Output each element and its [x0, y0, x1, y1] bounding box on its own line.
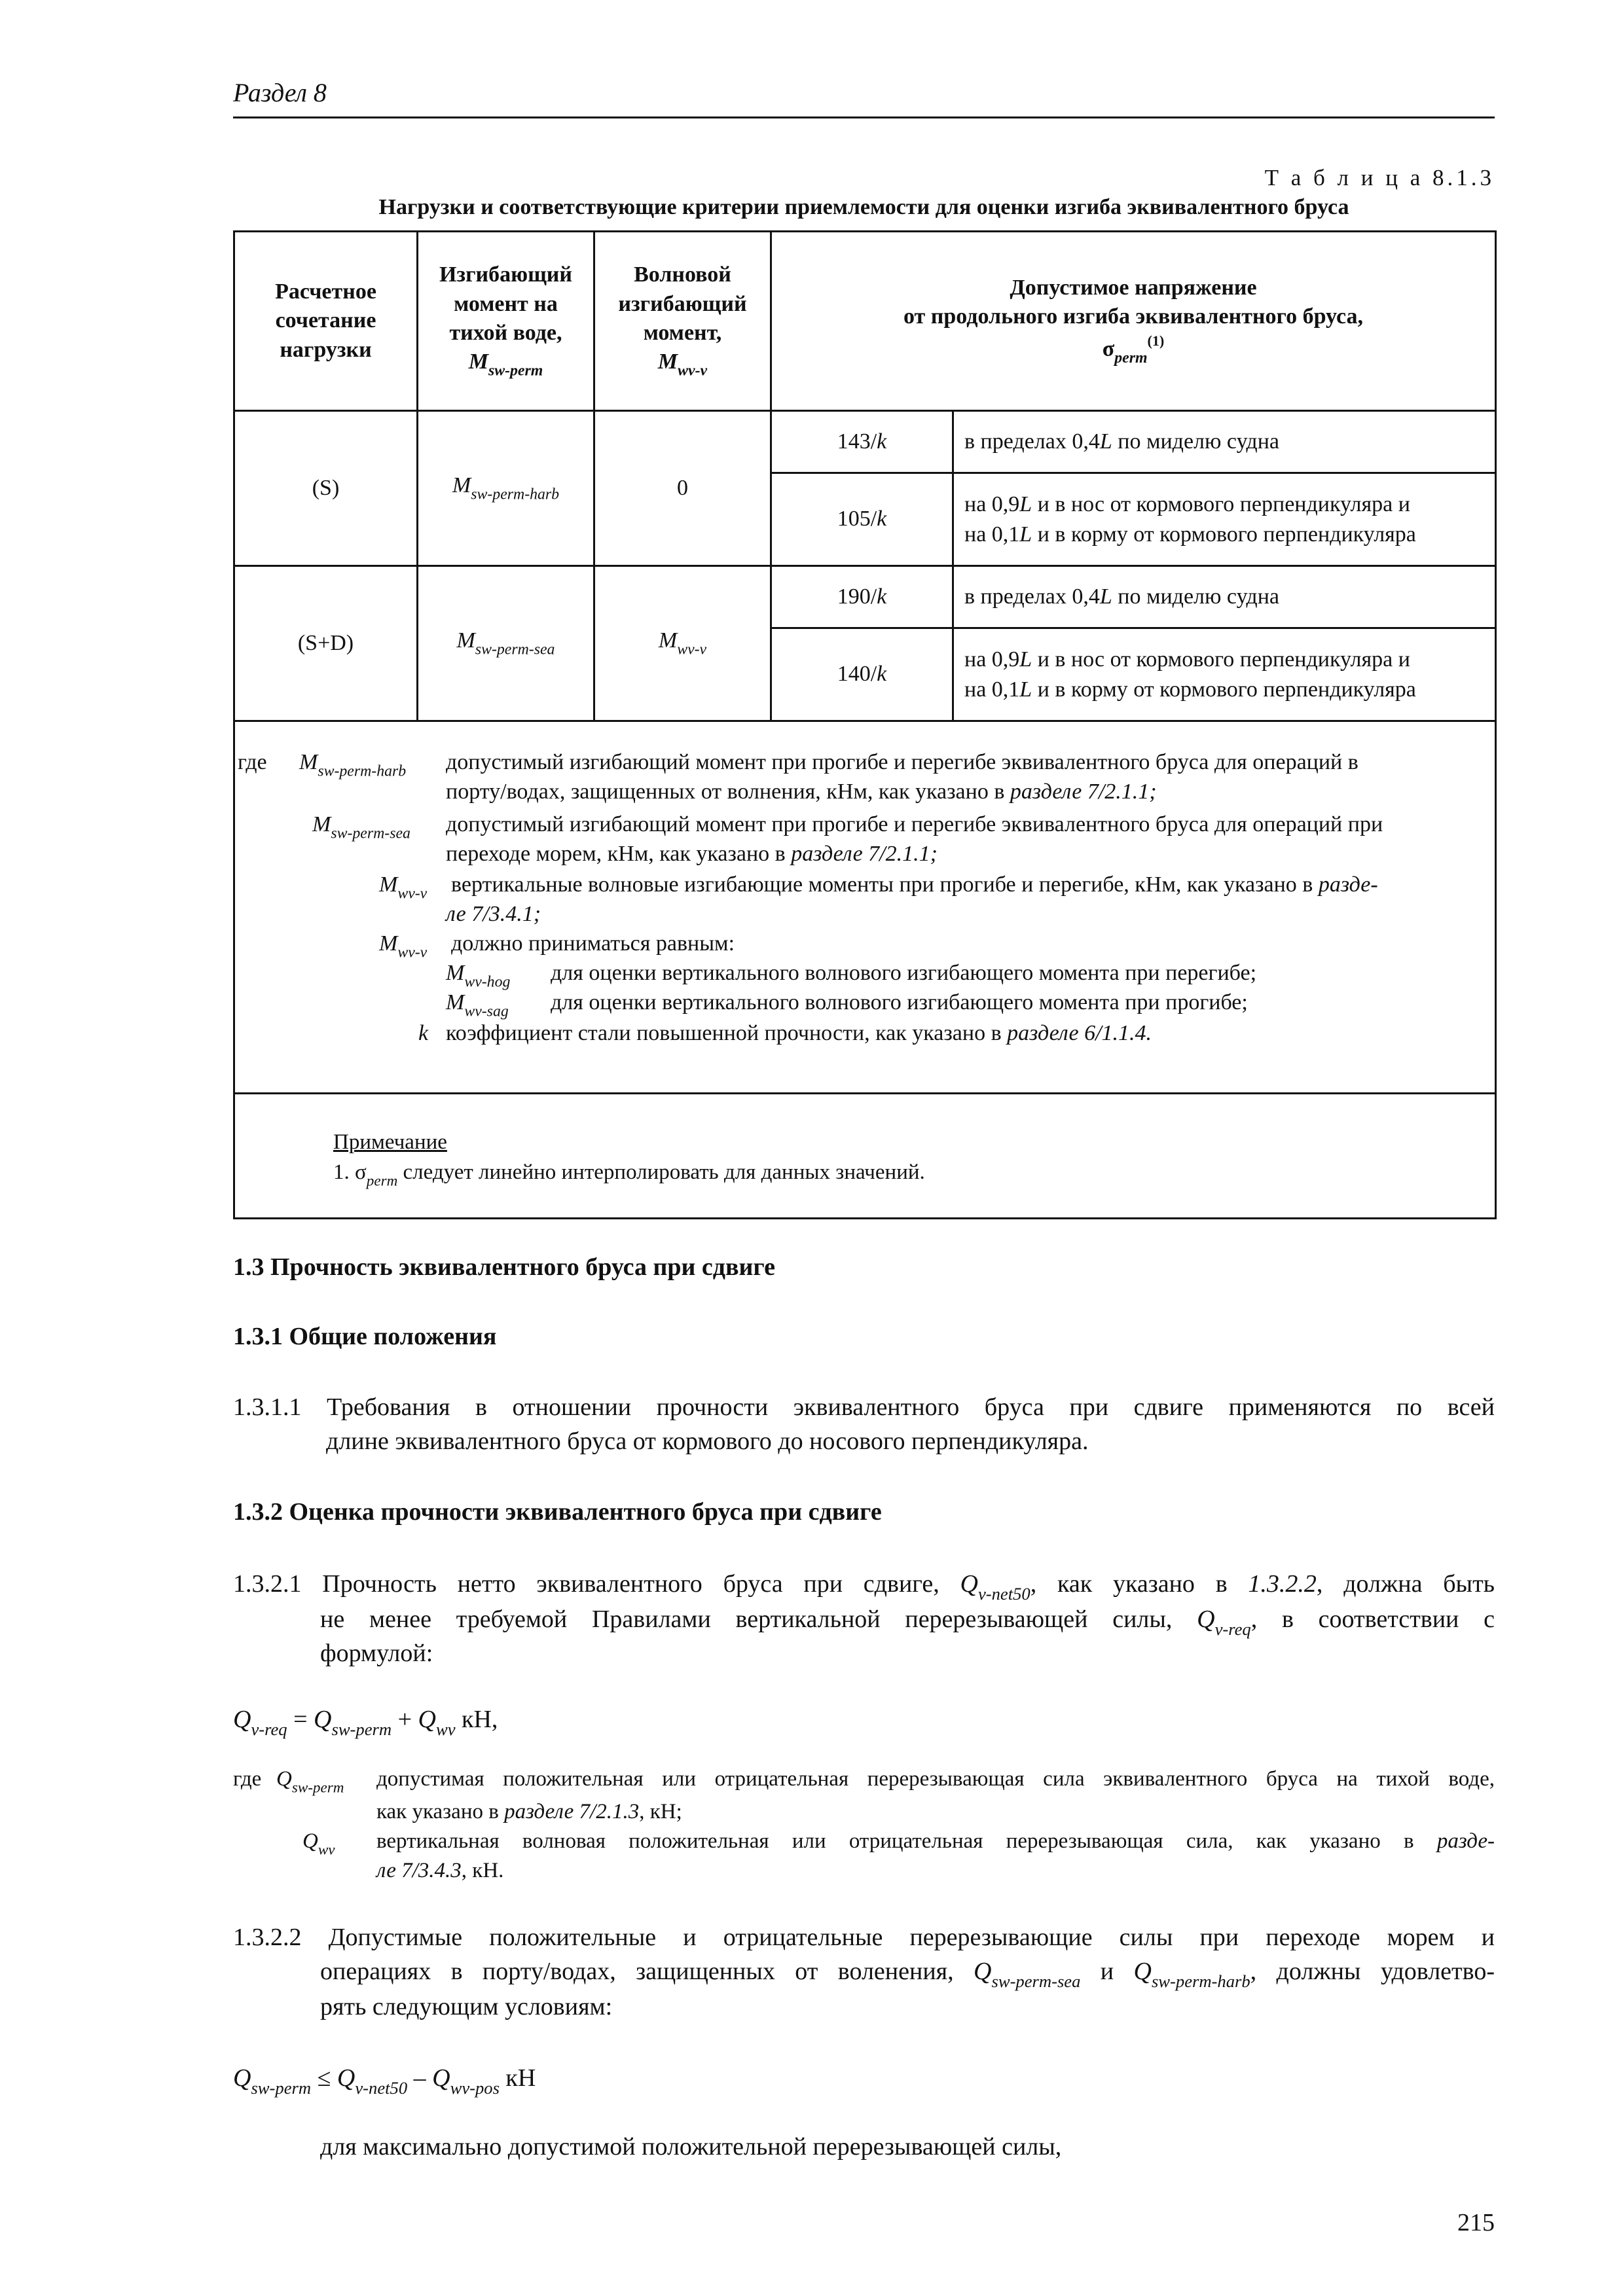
legend-text	[551, 988, 1248, 1017]
header-text: изгибающий	[618, 291, 747, 316]
still-water-moment-cell	[418, 411, 594, 566]
text-run: на 0,9	[964, 647, 1020, 672]
text-run: 190/	[837, 584, 877, 609]
italic-run: Q	[337, 2064, 356, 2092]
formula-q-req	[233, 1705, 498, 1740]
italic-run: Q	[432, 2064, 450, 2092]
italic-run: M	[312, 812, 331, 836]
italic-run: разделе 6/1.1.4.	[1007, 1021, 1152, 1045]
subscript: wv-v	[397, 885, 428, 903]
text-run: и в корму от кормового перпендикуляра	[1032, 522, 1416, 547]
symbol	[299, 748, 406, 782]
subscript: sw-perm	[488, 362, 543, 380]
paragraph-1-3-2-1	[233, 1570, 1495, 1604]
text-run: 0	[677, 475, 688, 500]
subscript: wv-pos	[450, 2077, 500, 2098]
subscript: v-req	[1214, 1619, 1251, 1639]
text-run: ≤	[311, 2064, 337, 2092]
header-permissible-stress	[771, 232, 1496, 411]
text-run: как указано в	[376, 1800, 505, 1823]
note-text	[333, 1158, 925, 1190]
text-run: в пределах 0,4	[964, 429, 1100, 454]
header-symbol	[418, 348, 593, 382]
text-run: следует линейно интерполировать для данных значений.	[397, 1160, 925, 1184]
text-run: по миделю судна	[1112, 429, 1280, 454]
where-label: где	[233, 1767, 262, 1791]
region-text	[964, 645, 1495, 675]
stress-value-cell	[771, 473, 953, 566]
italic-run: L	[1099, 429, 1112, 454]
italic-run: M	[456, 628, 475, 653]
region-text	[964, 520, 1495, 550]
text-run: вертикальная волновая положительная или отрицательная перерезывающая сила, как указано в	[376, 1829, 1437, 1853]
italic-run: разде-	[1436, 1829, 1495, 1853]
text-run: и в корму от кормового перпендикуляра	[1032, 677, 1416, 702]
legend-text	[446, 778, 1157, 806]
table-row	[234, 566, 1496, 628]
header-text: сочетание	[275, 308, 376, 333]
text-run: 1.3.2.2 Допустимые положительные и отрицательные перерезывающие силы при переходе морем и	[233, 1924, 1495, 1951]
note	[235, 1094, 1495, 1217]
header-text: от продольного изгиба эквивалентного бруса,	[903, 304, 1363, 329]
symbol	[302, 1829, 335, 1858]
italic-run: L	[1019, 492, 1032, 516]
italic-run: разделе 7/2.1.3	[504, 1800, 640, 1823]
heading-1-3-1: 1.3.1 Общие положения	[233, 1323, 497, 1350]
condition-text: для максимально допустимой положительной перерезывающей силы,	[320, 2133, 1062, 2161]
subscript: wv-v	[677, 641, 707, 658]
text-run: 105/	[837, 507, 877, 531]
subscript: v-net50	[977, 1583, 1030, 1604]
italic-run: k	[877, 662, 887, 687]
italic-run: 1.3.2.2	[1248, 1570, 1317, 1598]
note-title: Примечание	[333, 1130, 447, 1154]
region-text	[964, 427, 1495, 457]
still-water-moment-cell	[418, 566, 594, 721]
subscript: wv-sag	[464, 1003, 509, 1020]
italic-run: разделе 7/2.1.1;	[791, 842, 938, 866]
subscript: wv	[435, 1719, 456, 1739]
table-title: Нагрузки и соответствующие критерии приемлемости для оценки изгиба эквивалентного бруса	[378, 195, 1349, 219]
symbol	[379, 870, 427, 905]
subscript: sw-perm-harb	[318, 762, 407, 780]
wave-moment-cell	[594, 411, 771, 566]
text-run: вертикальные волновые изгибающие моменты при прогибе и перегибе, кНм, как указано в	[451, 872, 1319, 897]
text-run: допустимый изгибающий момент при прогибе и перегибе эквивалентного бруса для операций в	[446, 750, 1359, 774]
symbol	[446, 988, 509, 1022]
header-text: Изгибающий	[439, 262, 572, 287]
italic-run: L	[1019, 647, 1032, 672]
legend-text	[446, 748, 1359, 777]
stress-value-cell	[771, 411, 953, 473]
italic-run: Q	[276, 1767, 292, 1791]
italic-run: L	[1019, 677, 1032, 702]
text-run: в пределах 0,4	[964, 584, 1100, 609]
subscript: perm	[366, 1172, 398, 1189]
italic-run: Q	[1197, 1605, 1215, 1633]
text-run: для оценки вертикального волнового изгибающего момента при перегибе;	[551, 961, 1257, 985]
italic-run: M	[658, 628, 678, 653]
italic-run: Q	[960, 1570, 978, 1598]
italic-run: k	[877, 507, 887, 531]
table-row	[234, 411, 1496, 473]
header-text: Волновой	[634, 262, 731, 287]
italic-run: M	[446, 990, 465, 1014]
italic-run: k	[877, 429, 887, 454]
heading-1-3: 1.3 Прочность эквивалентного бруса при сдвиге	[233, 1253, 776, 1281]
header-wave-moment	[594, 232, 771, 411]
paragraph-1-3-2-2	[320, 1992, 612, 2021]
text-run: , кН.	[461, 1859, 504, 1882]
text-run: 1. σ	[333, 1160, 367, 1184]
text-run: длине эквивалентного бруса от кормового до носового перпендикуляра.	[326, 1427, 1089, 1455]
text-run: не менее требуемой Правилами вертикальной перерезывающей силы,	[320, 1605, 1197, 1633]
italic-run: M	[452, 473, 471, 498]
header-text: тихой воде,	[449, 320, 562, 345]
legend-text	[451, 870, 1378, 899]
italic-run: M	[657, 349, 678, 374]
paragraph-1-3-1-1	[233, 1393, 1495, 1422]
text-run: по миделю судна	[1112, 584, 1280, 609]
legend-text	[446, 900, 541, 929]
header-text: Расчетное	[275, 279, 376, 304]
subscript: wv	[318, 1840, 335, 1858]
table-number: Т а б л и ц а 8.1.3	[1264, 165, 1495, 190]
text-run: допустимая положительная или отрицательная перерезывающая сила эквивалентного бруса на тихой воде,	[376, 1767, 1495, 1791]
text-run: 1.3.1.1 Требования в отношении прочности эквивалентного бруса при сдвиге применяются по всей	[233, 1393, 1495, 1421]
italic-run: Q	[418, 1706, 436, 1733]
italic-run: M	[379, 931, 398, 956]
legend-row	[234, 721, 1496, 1094]
text-run: рять следующим условиям:	[320, 1993, 613, 2020]
legend-text	[446, 810, 1383, 839]
superscript: (1)	[1147, 332, 1165, 349]
region-text	[964, 582, 1495, 612]
definition-text	[376, 1829, 1495, 1854]
subscript: sw-perm-sea	[991, 1971, 1081, 1991]
symbol	[312, 810, 410, 844]
italic-run: Q	[233, 1706, 251, 1733]
stress-value-cell	[771, 628, 953, 721]
header-still-water-moment	[418, 232, 594, 411]
subscript: wv-hog	[464, 973, 511, 991]
legend-text	[451, 929, 735, 958]
stress-region-cell	[953, 473, 1496, 566]
text-run: σ	[1102, 336, 1115, 361]
paragraph-1-3-1-1	[326, 1427, 1089, 1456]
italic-run: ле 7/3.4.1;	[446, 902, 541, 926]
legend-text	[446, 1019, 1152, 1048]
paragraph-1-3-2-1	[320, 1639, 433, 1668]
italic-run: Q	[974, 1958, 992, 1985]
load-case-cell: (S+D)	[234, 566, 418, 721]
symbol	[379, 929, 427, 963]
italic-run: L	[1099, 584, 1112, 609]
header-load-case	[234, 232, 418, 411]
subscript: v-req	[251, 1719, 287, 1739]
text-run: и в нос от кормового перпендикуляра и	[1032, 647, 1410, 672]
region-text	[964, 490, 1495, 520]
header-symbol	[772, 332, 1495, 368]
legend-text	[551, 959, 1256, 988]
header-symbol	[595, 348, 770, 382]
subscript: sw-perm	[331, 1719, 392, 1739]
stress-region-cell	[953, 411, 1496, 473]
italic-run: k	[418, 1021, 429, 1045]
symbol	[446, 959, 510, 993]
text-run: допустимый изгибающий момент при прогибе и перегибе эквивалентного бруса для операций при	[446, 812, 1383, 836]
definition-text	[376, 1800, 682, 1824]
text-run: 143/	[837, 429, 877, 454]
header-text: момент,	[643, 320, 722, 345]
subscript: sw-perm-sea	[475, 641, 555, 658]
section-header: Раздел 8	[233, 78, 327, 107]
text-run: =	[287, 1706, 314, 1733]
italic-run: разде-	[1318, 872, 1378, 897]
italic-run: Q	[314, 1706, 332, 1733]
text-run: , должны удовлетво-	[1250, 1958, 1495, 1985]
stress-region-cell	[953, 566, 1496, 628]
header-text: нагрузки	[280, 337, 372, 362]
italic-run: M	[299, 750, 318, 774]
wave-moment-cell	[594, 566, 771, 721]
stress-region-cell	[953, 628, 1496, 721]
paragraph-1-3-2-2	[233, 1923, 1495, 1952]
header-text: момент на	[454, 291, 558, 316]
italic-run: Q	[1133, 1958, 1152, 1985]
italic-run: Q	[302, 1829, 318, 1853]
text-run: порту/водах, защищенных от волнения, кНм, как указано в	[446, 780, 1010, 804]
header-text: Допустимое напряжение	[1010, 276, 1257, 300]
header-rule	[233, 117, 1495, 118]
text-run: , как указано в	[1030, 1570, 1249, 1598]
legend-text	[446, 840, 938, 869]
text-run: и в нос от кормового перпендикуляра и	[1032, 492, 1410, 516]
stress-value-cell	[771, 566, 953, 628]
text-run: 1.3.2.1 Прочность нетто эквивалентного бруса при сдвиге,	[233, 1570, 960, 1598]
subscript: wv-v	[678, 362, 708, 380]
legend	[235, 722, 1495, 1092]
subscript: sw-perm-sea	[331, 825, 410, 842]
criteria-table	[233, 230, 1497, 1219]
italic-run: Q	[233, 2064, 251, 2092]
text-run: +	[392, 1706, 418, 1733]
definition-text	[376, 1859, 503, 1883]
text-run: кН,	[455, 1706, 498, 1733]
definition-text	[376, 1767, 1495, 1791]
formula-q-sw-perm	[233, 2064, 536, 2098]
text-run: на 0,9	[964, 492, 1020, 516]
subscript: wv-v	[397, 944, 428, 961]
subscript: sw-perm	[291, 1778, 344, 1796]
region-text	[964, 675, 1495, 705]
subscript: sw-perm-harb	[1151, 1971, 1250, 1991]
subscript: sw-perm	[251, 2077, 312, 2098]
text-run: 140/	[837, 662, 877, 687]
text-run: операциях в порту/водах, защищенных от воленения,	[320, 1958, 974, 1985]
text-run: , кН;	[639, 1800, 682, 1823]
text-run: –	[407, 2064, 433, 2092]
text-run: переходе морем, кНм, как указано в	[446, 842, 792, 866]
italic-run: M	[379, 872, 398, 897]
italic-run: L	[1019, 522, 1032, 547]
text-run: на 0,1	[964, 522, 1020, 547]
subscript: v-net50	[355, 2077, 408, 2098]
subscript: perm	[1114, 349, 1148, 367]
text-run: формулой:	[320, 1640, 433, 1667]
symbol	[418, 1019, 428, 1048]
symbol	[276, 1767, 344, 1796]
italic-run: ле 7/3.4.3	[376, 1859, 462, 1882]
text-run: на 0,1	[964, 677, 1020, 702]
text-run: кН	[499, 2064, 536, 2092]
heading-1-3-2: 1.3.2 Оценка прочности эквивалентного бруса при сдвиге	[233, 1498, 882, 1526]
table-header-row	[234, 232, 1496, 411]
text-run: должно приниматься равным:	[451, 931, 735, 956]
italic-run: M	[468, 349, 488, 374]
text-run: , в соответствии с	[1250, 1605, 1495, 1633]
note-row	[234, 1094, 1496, 1219]
text-run: коэффициент стали повышенной прочности, как указано в	[446, 1021, 1008, 1045]
italic-run: k	[877, 584, 887, 609]
text-run: , должна быть	[1316, 1570, 1495, 1598]
page-number: 215	[1457, 2209, 1495, 2236]
text-run: и	[1080, 1958, 1134, 1985]
italic-run: разделе 7/2.1.1;	[1010, 780, 1157, 804]
subscript: sw-perm-harb	[471, 486, 560, 503]
text-run: для оценки вертикального волнового изгибающего момента при прогибе;	[551, 990, 1248, 1014]
paragraph-1-3-2-2	[320, 1957, 1495, 1992]
italic-run: M	[446, 961, 465, 985]
load-case-cell: (S)	[234, 411, 418, 566]
where-label: где	[238, 750, 267, 774]
paragraph-1-3-2-1	[320, 1605, 1495, 1640]
